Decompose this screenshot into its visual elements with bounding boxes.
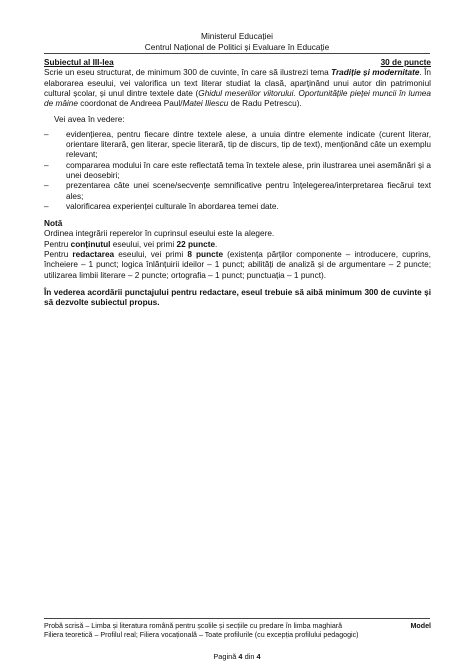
- note-order: Ordinea integrării reperelor în cuprinsul eseului este la alegere.: [44, 229, 275, 239]
- subject-points: 30 de puncte: [380, 58, 431, 67]
- note-content-points: [44, 240, 431, 250]
- footer-model: Model: [410, 622, 431, 630]
- note-final: În vederea acordării punctajului pentru redactare, eseul trebuie să aibă minimum 300 de cuvinte și să dezvolte subiectul propus.: [44, 287, 431, 308]
- text-title-2: Matei Iliescu: [182, 99, 229, 109]
- page-of: din: [242, 652, 257, 661]
- prompt-text-cont2: coordonat de Andreea Paul/: [77, 99, 183, 109]
- header-ministry: Ministerul Educației: [201, 31, 273, 41]
- footer-exam: Probă scrisă – Limba și literatura română pentru școlile și secțiile cu predare în limba maghiară: [44, 622, 343, 630]
- task-prompt: [44, 68, 431, 109]
- footer-profile: Filiera teoretică – Profilul real; Filiera vocațională – Toate profilurile (cu excepția profilului pedagogic): [44, 631, 359, 639]
- note-text: (existența părților componente – introducere, cuprins, încheiere – 1 punct; logica înlănțuirii ideilor – 1 punct; abilități de analiză și de argumentare – 2 puncte; utilizarea limbii literare – 2 puncte; ortografia – 1 punct; punctuația – 1 punct).: [44, 250, 431, 280]
- footer-rule: [44, 618, 430, 619]
- page-total: 4: [256, 652, 261, 661]
- prompt-text: Scrie un eseu structurat, de minimum 300 de cuvinte, în care să ilustrezi tema: [44, 68, 332, 78]
- note-text: .: [215, 239, 218, 249]
- footer: [44, 622, 431, 640]
- prompt-text-end: de Radu Petrescu).: [228, 99, 302, 109]
- header-rule: [44, 53, 430, 54]
- note-text: Pentru: [44, 239, 71, 249]
- essay-theme: Tradiție și modernitate: [331, 68, 420, 78]
- requirement-item: – prezentarea câte unei scene/secvențe semnificative pentru înțelegerea/interpretarea fiecărui text ales;: [44, 181, 431, 202]
- note-text: Pentru: [44, 250, 73, 260]
- requirements-intro: Vei avea în vedere:: [54, 115, 125, 125]
- note-points-content: 22 puncte: [176, 239, 216, 249]
- requirement-item: – evidențierea, pentru fiecare dintre textele alese, a unuia dintre elemente indicate (curent literar, orientare literară, gen literar, specie literară, tip de discurs, tip de text), menționând câte un exemplu relevant;: [44, 130, 431, 161]
- main-content: [44, 58, 431, 309]
- page-label: Pagină: [213, 652, 239, 661]
- note-text: eseului, vei primi: [110, 239, 177, 249]
- note-heading: Notă: [44, 219, 63, 229]
- requirements-list: [44, 130, 431, 212]
- page-number: [0, 652, 474, 661]
- note-writing-points: [44, 250, 431, 281]
- note-bold-writing: redactarea: [72, 250, 115, 260]
- prompt-text-cont: . În elaborarea eseului, vei valorifica un text literar studiat la clasă, aparținând unui autor din patrimoniul cultural școlar, și unul dintre textele date (: [44, 68, 431, 98]
- page-current: 4: [238, 652, 243, 661]
- note-bold-content: conținutul: [70, 239, 111, 249]
- subject-title: Subiectul al III-lea: [44, 58, 114, 67]
- requirement-item: – compararea modului în care este reflectată tema în textele alese, prin ilustrarea unei asemănări și a unei deosebiri;: [44, 161, 431, 182]
- subject-heading: [44, 58, 431, 68]
- header-center: Centrul Național de Politici și Evaluare în Educație: [144, 42, 330, 52]
- requirement-item: – valorificarea experienței culturale în abordarea temei date.: [44, 202, 431, 212]
- note-text: eseului, vei primi: [114, 250, 188, 260]
- note-points-writing: 8 puncte: [187, 250, 224, 260]
- text-title-1: Ghidul meseriilor viitorului. Oportunitățile pieței muncii în lumea de mâine: [44, 88, 431, 109]
